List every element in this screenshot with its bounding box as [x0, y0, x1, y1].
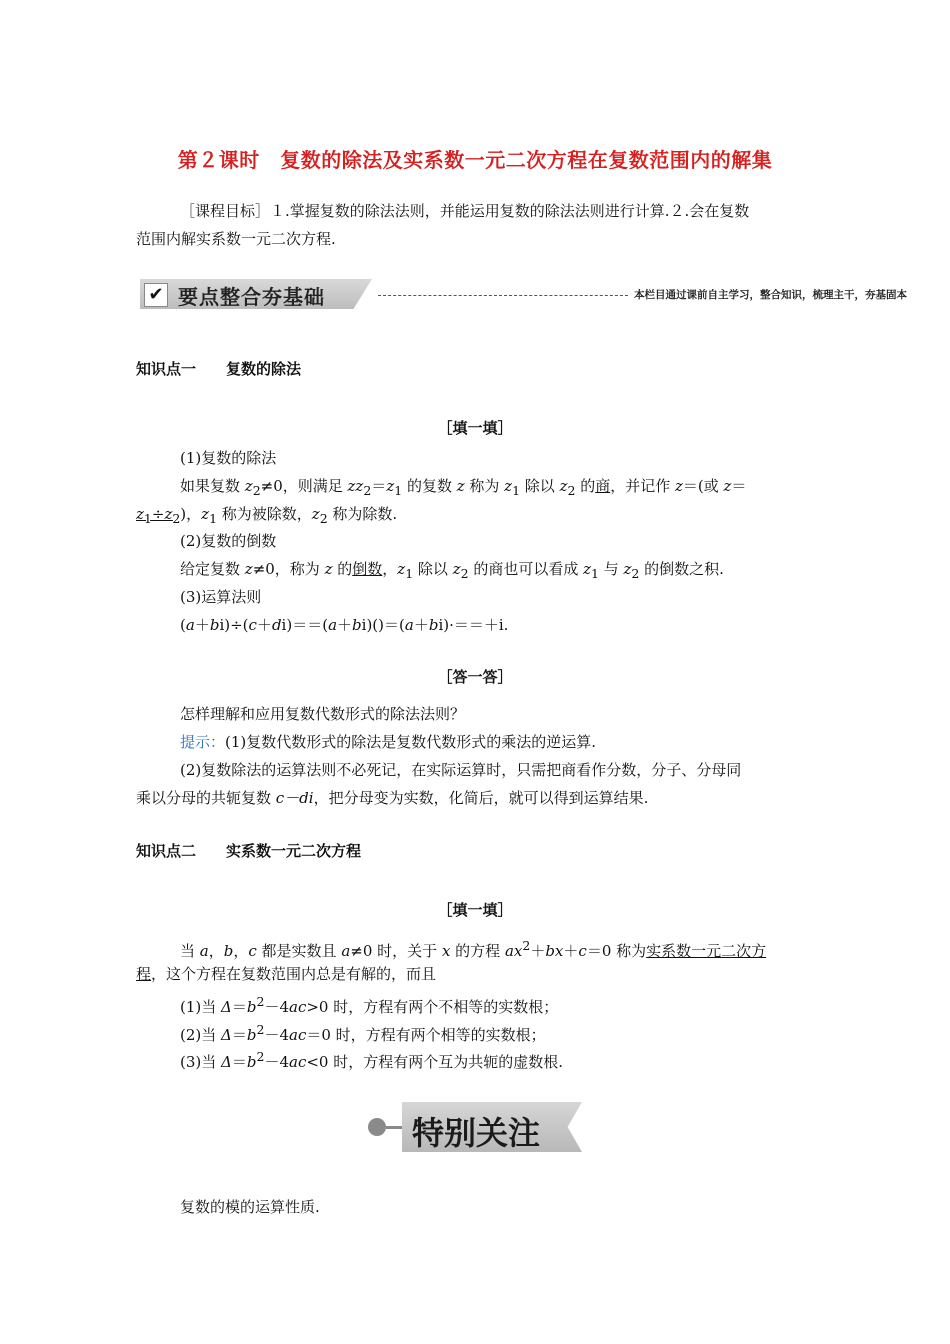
- reciprocal-def: 给定复数 z≠0，称为 z 的倒数，$z_1$ 除以 $z_2$ 的商也可以看成 $z_1$ 与 $z_2$ 的倒数之积.: [180, 560, 724, 581]
- hint-line1: [180, 732, 596, 752]
- item-rule-title: (3)运算法则: [180, 588, 262, 606]
- case-1: (1)当 $\Delta=b^2-4ac>0$ 时，方程有两个不相等的实数根；: [180, 994, 559, 1016]
- course-goal-line1: ［课程目标］１.掌握复数的除法法则，并能运用复数的除法法则进行计算.２.会在复数: [180, 202, 750, 220]
- section-banner: [140, 279, 907, 309]
- hint-text-1: (1)复数代数形式的除法是复数代数形式的乘法的逆运算.: [225, 733, 597, 751]
- banner-divider: [378, 295, 628, 296]
- footer-text: 复数的模的运算性质.: [180, 1198, 320, 1216]
- fill-in-title-1: ［填一填］: [437, 419, 513, 437]
- knowledge-point-2-heading: 知识点二 实系数一元二次方程: [136, 842, 362, 860]
- case-3: (3)当 $\Delta=b^2-4ac<0$ 时，方程有两个互为共轭的虚数根.: [180, 1049, 563, 1071]
- banner-note: 本栏目通过课前自主学习，整合知识，梳理主干，夯基固本: [634, 289, 907, 301]
- knowledge-point-1-heading: 知识点一 复数的除法: [136, 360, 302, 378]
- quadratic-def-line2: 程，这个方程在复数范围内总是有解的，而且: [136, 965, 437, 983]
- item-division-title: (1)复数的除法: [180, 449, 277, 467]
- page-title: 第２课时 复数的除法及实系数一元二次方程在复数范围内的解集: [177, 148, 773, 172]
- hint-text-3a: 乘以分母的共轭复数: [136, 789, 276, 807]
- hint-line3: [136, 788, 648, 808]
- special-attention-banner: [368, 1102, 582, 1152]
- hint-text-3c: ，把分母变为实数，化简后，就可以得到运算结果.: [313, 789, 649, 807]
- special-label: 特别关注: [412, 1114, 541, 1152]
- division-rule-formula: (a＋bi)÷(c＋di)＝＝(a＋bi)()＝(a＋bi)·＝＝＋i.: [180, 616, 509, 634]
- item-reciprocal-title: (2)复数的倒数: [180, 532, 277, 550]
- case-2: (2)当 $\Delta=b^2-4ac=0$ 时，方程有两个相等的实数根；: [180, 1022, 546, 1044]
- division-def-line2: $z_1\div z_2$)，$z_1$ 称为被除数，$z_2$ 称为除数.: [136, 505, 398, 526]
- answer-title: ［答一答］: [437, 668, 513, 686]
- check-icon: ✔: [144, 283, 168, 307]
- question-text: 怎样理解和应用复数代数形式的除法法则？: [180, 705, 466, 723]
- banner-label: 要点整合夯基础: [178, 285, 325, 309]
- bullet-dot-icon: [368, 1118, 386, 1136]
- division-def-line1: 如果复数 $z_2\ne 0$，则满足 $zz_2=z_1$ 的复数 z 称为 $z_1$ 除以 $z_2$ 的商，并记作 z＝(或 z＝: [180, 477, 747, 498]
- fill-in-title-2: ［填一填］: [437, 901, 513, 919]
- course-goal-line2: 范围内解实系数一元二次方程.: [136, 230, 336, 248]
- hint-label: 提示：: [180, 733, 226, 751]
- quadratic-def-line1: 当 a，b，c 都是实数且 a≠0 时，关于 x 的方程 $ax^2+bx+c=0$ 称为实系数一元二次方: [180, 938, 767, 960]
- conjugate-expr: c－di: [275, 789, 314, 807]
- hint-line2: (2)复数除法的运算法则不必死记，在实际运算时，只需把商看作分数，分子、分母同: [180, 761, 742, 779]
